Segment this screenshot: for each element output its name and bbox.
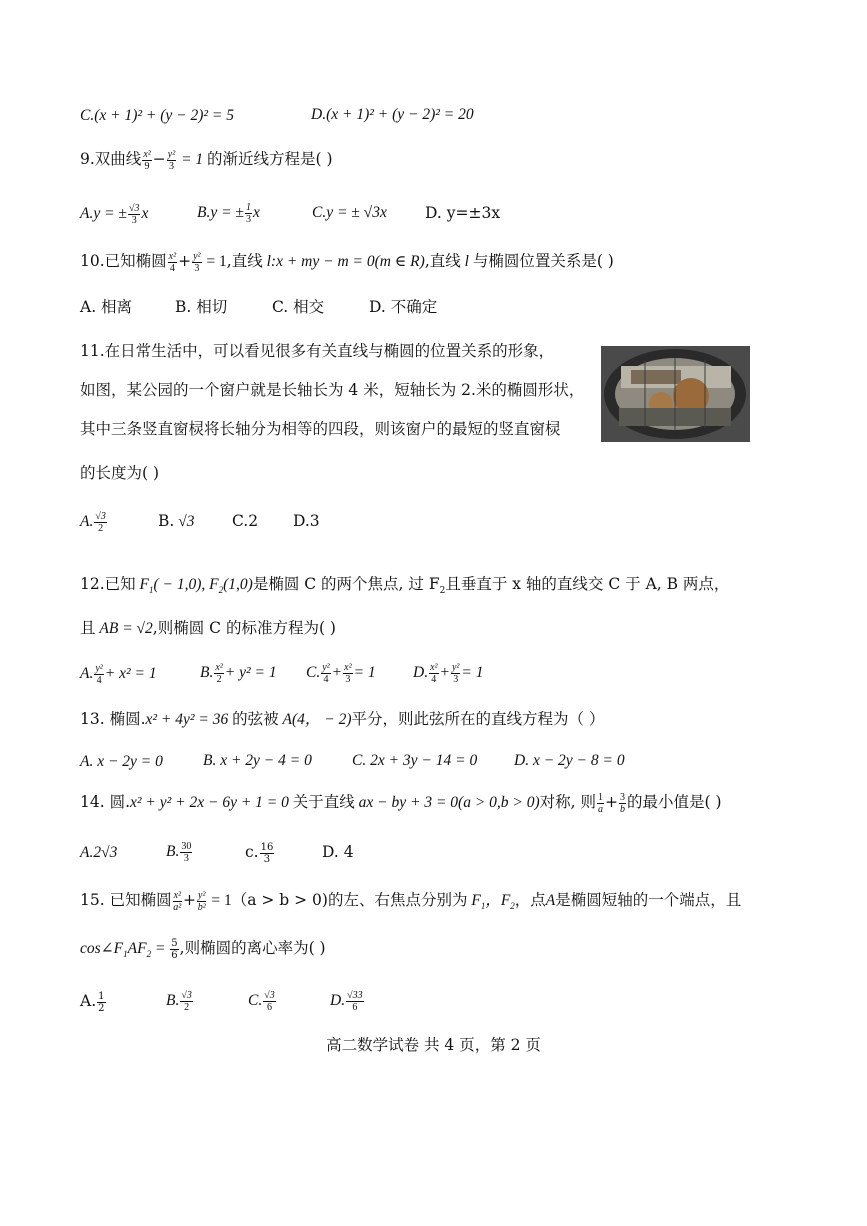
q11-option-c: C.2 [232,512,259,530]
q10-stem: 10.已知椭圆 $\frac{\text{x²}}{4}$ + $\frac{\text{y²}}{3}$ = 1,直线 l:x + my − m = 0(m ∈ R),直线 l 与椭圆位置关系是( ) [80,250,614,274]
q15-option-a: A. $\frac{1}{2}$ [80,990,105,1014]
q15-option-c: C. $\frac{√3}{6}$ [248,990,275,1013]
q15-option-b: B. $\frac{√3}{2}$ [166,990,192,1013]
q8-option-c: C.(x + 1)² + (y − 2)² = 5 [80,107,235,124]
q14-options [80,841,354,865]
q15-line-2: $\cos\angle F_1AF_2$ = $\frac{5}{6}$ ,则椭圆的离心率为( ) [80,937,326,961]
q11-option-a: A. $\frac{√3}{2}$ [80,510,106,534]
q11-options [80,510,320,534]
q11-option-d: D.3 [293,512,320,530]
q11-line-2: 如图，某公园的一个窗户就是长轴长为 4 米，短轴长为 2.米的椭圆形状， [80,381,585,399]
q8-option-d: D.(x + 1)² + (y − 2)² = 20 [311,106,474,123]
q11-line-3: 其中三条竖直窗棂将长轴分为相等的四段，则该窗户的最短的竖直窗棂 [80,420,561,438]
q9-text-a: 双曲线 [94,150,142,168]
q10-options [80,296,438,318]
q9-stem: 9.双曲线 $\frac{\text{x²}}{9}$ − $\frac{\text{y²}}{3}$ = 1 的渐近线方程是( ) [80,148,333,172]
q13-options [80,750,625,773]
q9-frac-y: $\frac{\text{y²}}{3}$ [167,148,176,172]
q9-number: 9. [80,150,95,168]
q9-option-d: D. y=±3x [425,204,501,222]
q9-option-b: B.y = ± $\frac{1}{3}$ x [197,202,260,225]
q10-text-a: 已知椭圆 [104,252,167,270]
q9-text-b: 的渐近线方程是( ) [207,150,333,168]
q13-option-a: A. x − 2y = 0 [80,753,163,770]
q15-line-1: 15. 已知椭圆 $\frac{\text{x²}}{\text{a²}}$ + $\frac{\text{y²}}{\text{b²}}$ = 1（a > b > 0)的左、右焦点分别为 $F_1$，$F_2$，点A是椭圆短轴的一个端点，且 [80,889,742,913]
q9-frac-x: $\frac{\text{x²}}{9}$ [143,148,151,172]
q15-option-d: D. $\frac{√33}{6}$ [330,990,363,1013]
q9-option-a: A.y = ± $\frac{√3}{3}$ x [80,202,149,226]
q11-line-4: 的长度为( ) [80,464,160,482]
q8-options [80,104,474,127]
q11-option-b: B. √3 [158,512,195,530]
q12-option-d: D. $\frac{\text{x²}}{4}$ + $\frac{\text{y²}}{3}$ = 1 [413,662,484,685]
q12-options [80,662,484,686]
q12-line-1: 12.已知 $F_1( - 1,0)$, $F_2(1,0)$是椭圆 C 的两个焦点, 过 $F_2$且垂直于 x 轴的直线交 C 于 A, B 两点， [80,575,730,597]
q14-option-c: c. $\frac{16}{3}$ [245,841,274,865]
q10-option-d: D. 不确定 [369,298,438,316]
q9-options [80,202,501,226]
q14-option-b: B. $\frac{30}{3}$ [166,841,192,864]
q10-option-b: B. 相切 [175,298,228,316]
q13-option-b: B. x + 2y − 4 = 0 [203,752,312,769]
elliptical-window-photo [601,346,750,442]
q11-line-1: 11.在日常生活中，可以看见很多有关直线与椭圆的位置关系的形象， [80,342,555,360]
q14-option-d: D. 4 [322,843,354,861]
q13-option-c: C. 2x + 3y − 14 = 0 [352,752,478,769]
q14-stem: 14. 圆.x² + y² + 2x − 6y + 1 = 0 关于直线 ax − by + 3 = 0(a > 0,b > 0)对称, 则 $\frac{1}{a}$ + $\frac{3}{b}$ 的最小值是( ) [80,791,722,815]
q9-option-c: C.y = ± √3x [312,204,387,221]
q14-option-a: A.2√3 [80,844,118,861]
q10-option-c: C. 相交 [272,298,325,316]
q13-stem: 13. 椭圆.x² + 4y² = 36 的弦被 A(4， − 2)平分，则此弦所在的直线方程为（ ） [80,710,605,728]
q10-number: 10. [80,252,105,270]
q12-option-c: C. $\frac{\text{y²}}{4}$ + $\frac{\text{x²}}{3}$ = 1 [306,662,376,685]
q10-option-a: A. 相离 [80,298,133,316]
page-footer: 高二数学试卷 共 4 页，第 2 页 [326,1036,541,1054]
q12-option-a: A. $\frac{\text{y²}}{4}$ + x² = 1 [80,662,157,686]
q13-option-d: D. x − 2y − 8 = 0 [514,752,625,769]
q12-line-2: 且 AB = √2,则椭圆 C 的标准方程为( ) [80,619,336,637]
q12-option-b: B. $\frac{\text{x²}}{2}$ + y² = 1 [200,662,277,685]
q15-options [80,990,363,1014]
